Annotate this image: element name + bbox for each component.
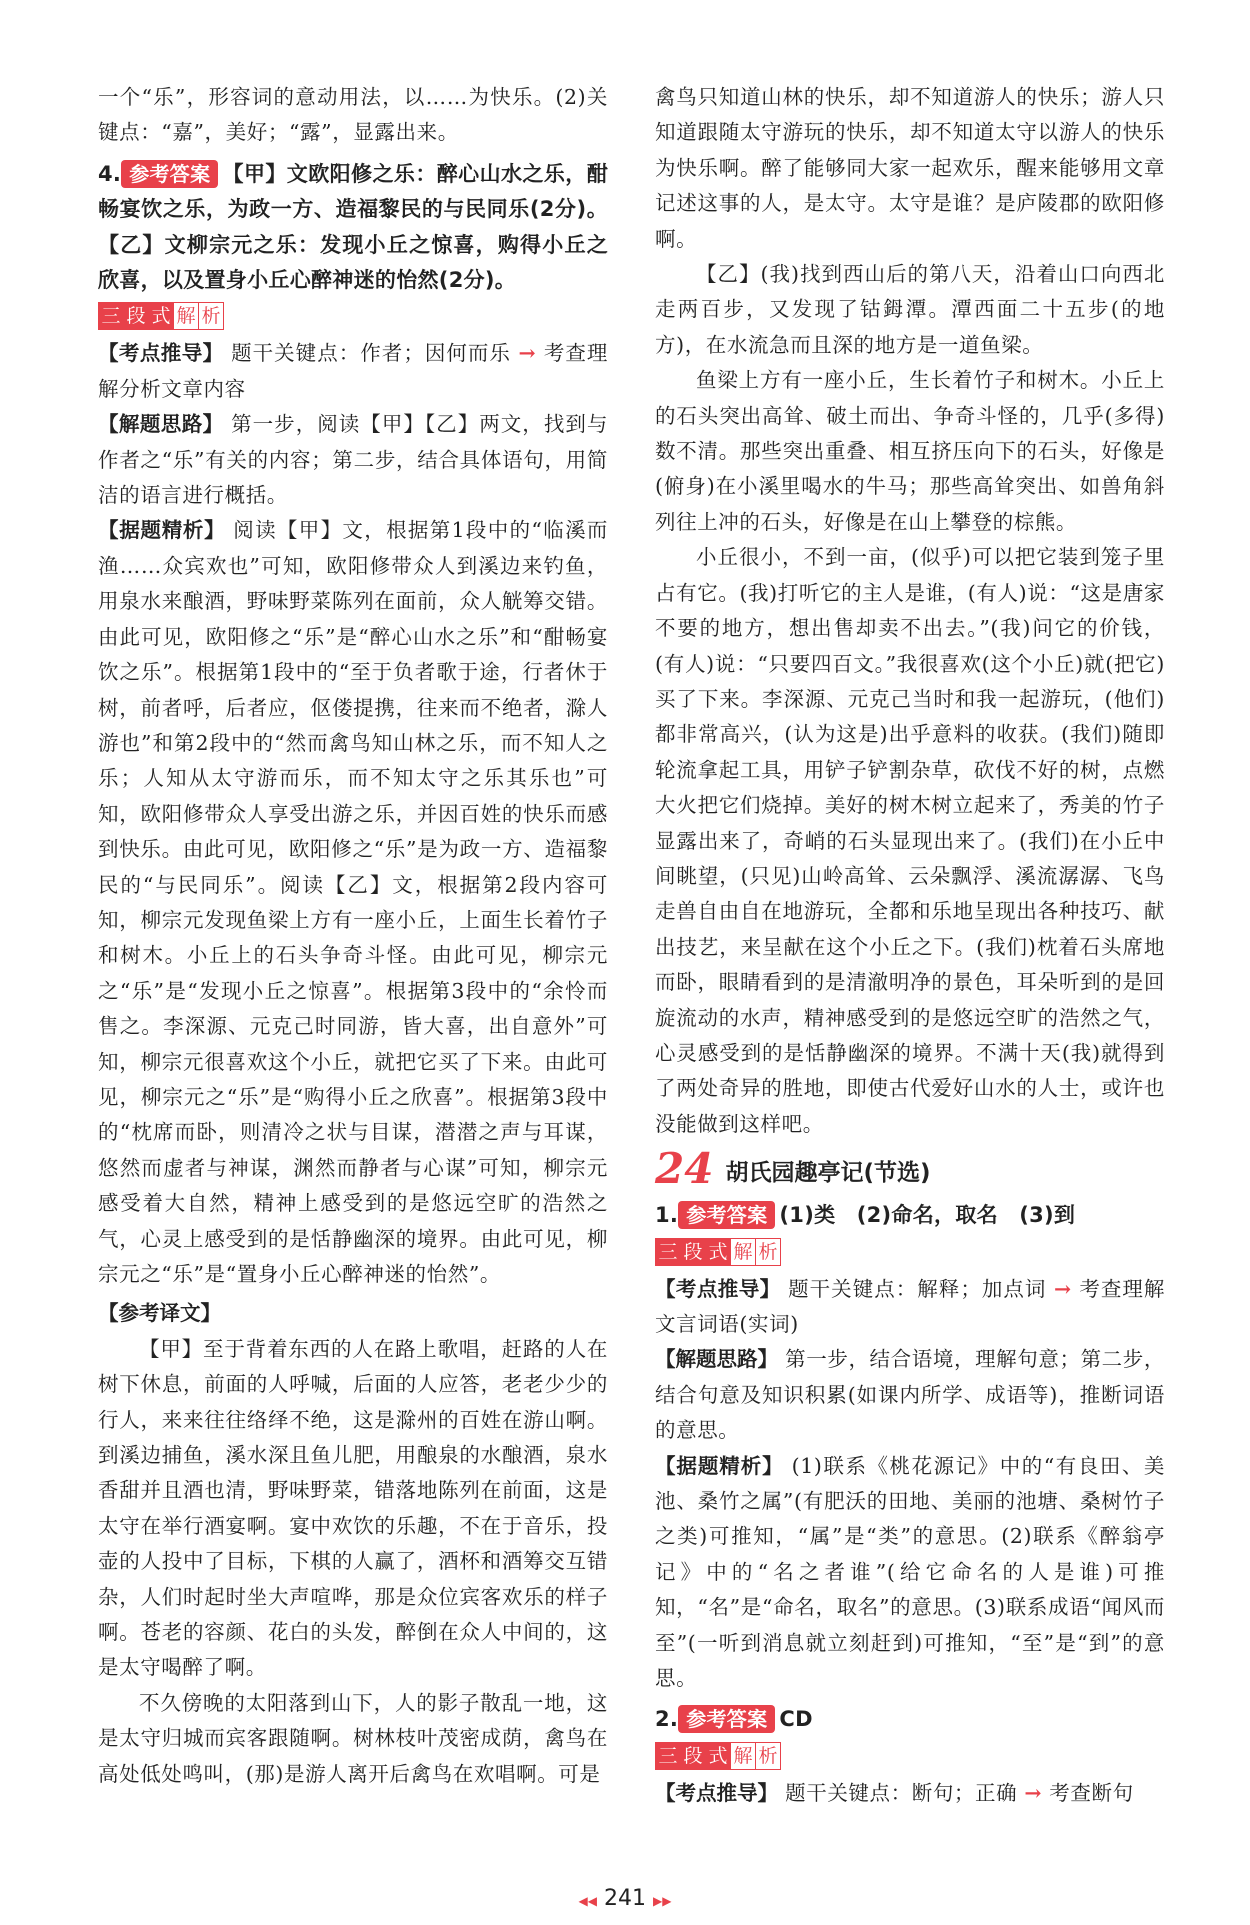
jujing-label: 【据题精析】 [98, 518, 226, 543]
badge-char: 三 [655, 1742, 681, 1770]
jujing-paragraph [98, 513, 608, 1292]
kaodian-result: 考查断句 [1049, 1780, 1134, 1805]
answer-block [98, 157, 608, 299]
question-number: 4. [98, 161, 122, 186]
page-number-text: 241 [604, 1886, 646, 1911]
badge-char: 三 [98, 302, 124, 330]
jujing-text: (1)联系《桃花源记》中的“有良田、美池、桑竹之属”(有肥沃的田地、美丽的池塘、桑树竹子之类)可推知，“属”是“类”的意思。(2)联系《醉翁亭记》中的“名之者谁”(给它命名的人是谁)可推知，“名”是“命名，取名”的意思。(3)联系成语“闻风而至”(一听到消息就立刻赶到)可推知，“至”是“到”的意思。 [655, 1453, 1166, 1691]
right-column [655, 80, 1165, 1811]
arrow-icon: → [1024, 1780, 1043, 1805]
translation-title: 【参考译文】 [98, 1301, 221, 1326]
answer-block [655, 1198, 1165, 1233]
left-column [98, 80, 608, 1792]
answer-tag: 参考答案 [121, 160, 218, 188]
answer-block [655, 1702, 1165, 1737]
jieti-text: 第一步，阅读【甲】【乙】两文，找到与作者之“乐”有关的内容；第二步，结合具体语句，用简洁的语言进行概括。 [98, 412, 608, 508]
translation-paragraph: 【甲】至于背着东西的人在路上歌唱，赶路的人在树下休息，前面的人呼喊，后面的人应答，老老少少的行人，来来往往络绎不绝，这是滁州的百姓在游山啊。到溪边捕鱼，溪水深且鱼儿肥，用酿泉的水酿酒，泉水香甜并且酒也清，野味野菜，错落地陈列在前面，这是太守在举行酒宴啊。宴中欢饮的乐趣，不在于音乐，投壶的人投中了目标，下棋的人赢了，酒杯和酒筹交互错杂，人们时起时坐大声喧哗，那是众位宾客欢乐的样子啊。苍老的容颜、花白的头发，醉倒在众人中间的，这是太守喝醉了啊。 [98, 1336, 608, 1680]
left-triangle-icon: ◀◀ [578, 1894, 597, 1908]
jieti-paragraph [655, 1342, 1165, 1448]
translation-paragraph: 小丘很小，不到一亩，(似乎)可以把它装到笼子里占有它。(我)打听它的主人是谁，(有人)说：“这是唐家不要的地方，想出售却卖不出去。”(我)问它的价钱，(有人)说：“只要四百文。”我很喜欢(这个小丘)就(把它)买了下来。李深源、元克己当时和我一起游玩，(他们)都非常高兴，(认为这是)出乎意料的收获。(我们)随即轮流拿起工具，用铲子铲割杂草，砍伐不好的树，点燃大火把它们烧掉。美好的树木树立起来了，秀美的竹子显露出来了，奇峭的石头显现出来了。(我们)在小丘中间眺望，(只见)山岭高耸、云朵飘浮、溪流潺潺、飞鸟走兽自由自在地游玩，全都和乐地呈现出各种技巧、献出技艺，来呈献在这个小丘之下。(我们)枕着石头席地而卧，眼睛看到的是清澈明净的景色，耳朵听到的是回旋流动的水声，精神感受到的是悠远空旷的浩然之气，心灵感受到的是恬静幽深的境界。不满十天(我)就得到了两处奇异的胜地，即使古代爱好山水的人士，或许也没能做到这样吧。 [655, 545, 1165, 1136]
answer-text: CD [779, 1707, 813, 1732]
question-number: 2. [655, 1707, 679, 1732]
kaodian-result: 考查理解分析文章内容 [98, 341, 608, 401]
section-title: 胡氏园趣亭记(节选) [725, 1160, 931, 1187]
jieti-label: 【解题思路】 [655, 1347, 779, 1372]
analysis-badge [655, 1238, 780, 1266]
analysis-badge [655, 1742, 780, 1770]
kaodian-text: 题干关键点：作者；因何而乐 [231, 341, 511, 366]
answer-text: (1)类 (2)命名，取名 (3)到 [779, 1203, 1076, 1228]
right-triangle-icon: ▶▶ [653, 1894, 672, 1908]
page-number [0, 1886, 1250, 1911]
kaodian-paragraph [98, 336, 608, 407]
kaodian-paragraph [655, 1776, 1165, 1811]
kaodian-label: 【考点推导】 [655, 1780, 778, 1805]
jieti-label: 【解题思路】 [98, 412, 224, 437]
badge-char: 式 [705, 1238, 731, 1266]
badge-char: 式 [705, 1742, 731, 1770]
jujing-paragraph [655, 1449, 1165, 1697]
arrow-icon: → [518, 341, 537, 366]
answer-text: 【甲】文欧阳修之乐：醉心山水之乐，酣畅宴饮之乐，为政一方、造福黎民的与民同乐(2分)。【乙】文柳宗元之乐：发现小丘之惊喜，购得小丘之欣喜，以及置身小丘心醉神迷的怡然(2分)。 [98, 161, 608, 293]
badge-char: 式 [148, 302, 174, 330]
translation-paragraph: 鱼梁上方有一座小丘，生长着竹子和树木。小丘上的石头突出高耸、破土而出、争奇斗怪的，几乎(多得)数不清。那些突出重叠、相互挤压向下的石头，好像是(俯身)在小溪里喝水的牛马；那些高耸突出、如兽角斜列往上冲的石头，好像是在山上攀登的棕熊。 [655, 368, 1165, 534]
analysis-badge [98, 302, 223, 330]
kaodian-label: 【考点推导】 [655, 1276, 781, 1301]
kaodian-paragraph [655, 1272, 1165, 1343]
section-number: 24 [655, 1144, 714, 1194]
section-header [655, 1144, 1165, 1194]
kaodian-label: 【考点推导】 [98, 341, 224, 366]
jieti-paragraph [98, 407, 608, 513]
question-number: 1. [655, 1203, 679, 1228]
badge-char: 段 [680, 1742, 706, 1770]
badge-char: 段 [123, 302, 149, 330]
kaodian-text: 题干关键点：解释；加点词 [788, 1276, 1047, 1301]
badge-char: 解 [173, 302, 199, 330]
kaodian-result: 考查理解文言词语(实词) [655, 1276, 1165, 1336]
arrow-icon: → [1053, 1276, 1072, 1301]
translation-paragraph: 【乙】(我)找到西山后的第八天，沿着山口向西北走两百步，又发现了钴鉧潭。潭西面二十五步(的地方)，在水流急而且深的地方是一道鱼梁。 [655, 262, 1165, 357]
jujing-text: 阅读【甲】文，根据第1段中的“临溪而渔……众宾欢也”可知，欧阳修带众人到溪边来钓鱼，用泉水来酿酒，野味野菜陈列在面前，众人觥筹交错。由此可见，欧阳修之“乐”是“醉心山水之乐”和“酣畅宴饮之乐”。根据第1段中的“至于负者歌于途，行者休于树，前者呼，后者应，伛偻提携，往来而不绝者，滁人游也”和第2段中的“然而禽鸟知山林之乐，而不知人之乐；人知从太守游而乐，而不知太守之乐其乐也”可知，欧阳修带众人享受出游之乐，并因百姓的快乐而感到快乐。由此可见，欧阳修之“乐”是为政一方、造福黎民的“与民同乐”。阅读【乙】文，根据第2段内容可知，柳宗元发现鱼梁上方有一座小丘，上面生长着竹子和树木。小丘上的石头争奇斗怪。由此可见，柳宗元之“乐”是“发现小丘之惊喜”。根据第3段中的“余怜而售之。李深源、元克己时同游，皆大喜，出自意外”可知，柳宗元很喜欢这个小丘，就把它买了下来。由此可见，柳宗元之“乐”是“购得小丘之欣喜”。根据第3段中的“枕席而卧，则清冷之状与目谋，潜潜之声与耳谋，悠然而虚者与神谋，渊然而静者与心谋”可知，柳宗元感受着大自然，精神上感受到的是悠远空旷的浩然之气，心灵上感受到的是恬静幽深的境界。由此可见，柳宗元之“乐”是“置身小丘心醉神迷的怡然”。 [98, 518, 609, 1286]
badge-char: 解 [730, 1238, 756, 1266]
badge-char: 析 [755, 1238, 781, 1266]
kaodian-text: 题干关键点：断句；正确 [785, 1780, 1018, 1805]
badge-char: 解 [730, 1742, 756, 1770]
jieti-text: 第一步，结合语境，理解句意；第二步，结合句意及知识积累(如课内所学、成语等)，推断词语的意思。 [655, 1347, 1165, 1443]
paragraph: 一个“乐”，形容词的意动用法，以……为快乐。(2)关键点：“嘉”，美好；“露”，显露出来。 [98, 85, 608, 145]
badge-char: 三 [655, 1238, 681, 1266]
translation-paragraph: 禽鸟只知道山林的快乐，却不知道游人的快乐；游人只知道跟随太守游玩的快乐，却不知道太守以游人的快乐为快乐啊。醉了能够同大家一起欢乐，醒来能够用文章记述这事的人，是太守。太守是谁？是庐陵郡的欧阳修啊。 [655, 85, 1165, 251]
badge-char: 析 [198, 302, 224, 330]
badge-char: 析 [755, 1742, 781, 1770]
question-4 [98, 157, 608, 299]
badge-char: 段 [680, 1238, 706, 1266]
answer-tag: 参考答案 [678, 1705, 775, 1733]
jujing-label: 【据题精析】 [655, 1453, 784, 1478]
answer-tag: 参考答案 [678, 1201, 775, 1229]
translation-paragraph: 不久傍晚的太阳落到山下，人的影子散乱一地，这是太守归城而宾客跟随啊。树林枝叶茂密成荫，禽鸟在高处低处鸣叫，(那)是游人离开后禽鸟在欢唱啊。可是 [98, 1690, 608, 1786]
